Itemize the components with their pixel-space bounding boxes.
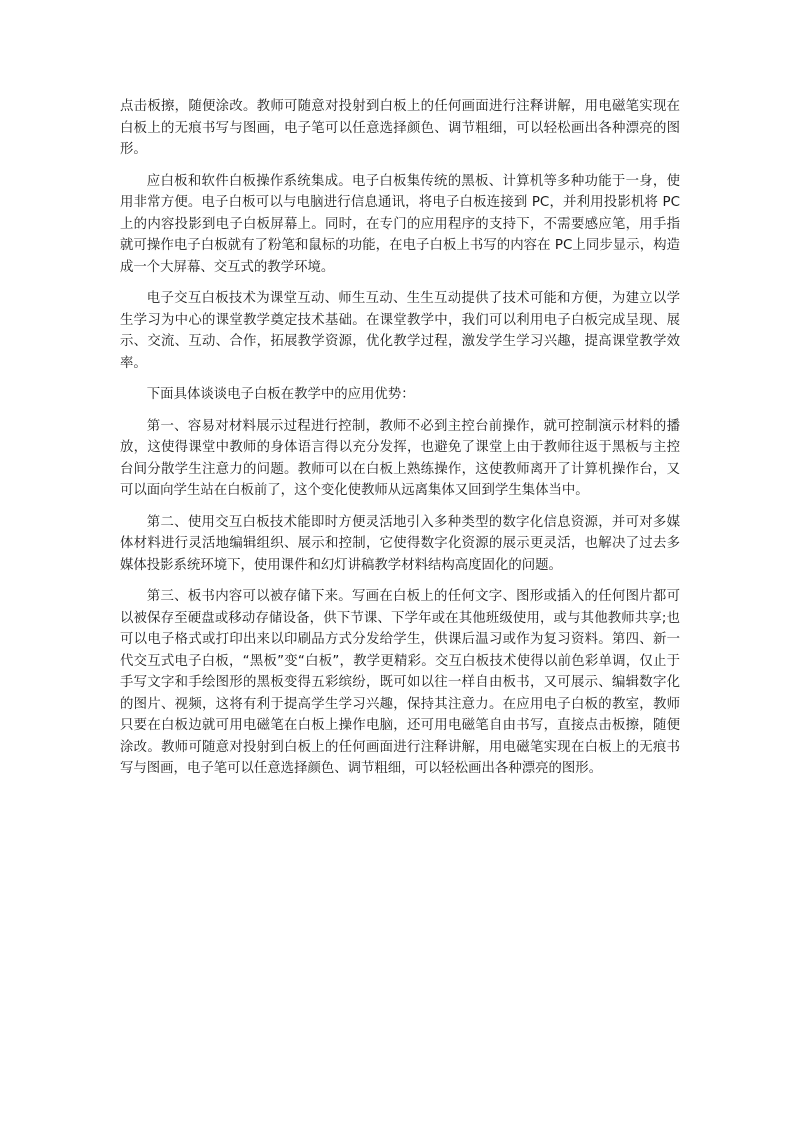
paragraph-4: 下面具体谈谈电子白板在教学中的应用优势：	[146, 387, 415, 402]
paragraph-3: 电子交互白板技术为课堂互动、师生互动、生生互动提供了技术可能和方便，为建立以学生学习为中心的课堂教学奠定技术基础。在课堂教学中，我们可以利用电子白板完成呈现、展示、交流、互动、合作，拓展教学资源，优化教学过程，激发学生学习兴趣，提高课堂教学效率。	[120, 291, 680, 371]
paragraph-5: 第一、容易对材料展示过程进行控制，教师不必到主控台前操作，就可控制演示材料的播放，这使得课堂中教师的身体语言得以充分发挥，也避免了课堂上由于教师往返于黑板与主控台间分散学生注意力的问题。教师可以在白板上熟练操作，这使教师离开了计算机操作台，又可以面向学生站在白板前了，这个变化使教师从远离集体又回到学生集体当中。	[120, 418, 680, 498]
paragraph-6: 第二、使用交互白板技术能即时方便灵活地引入多种类型的数字化信息资源，并可对多媒体材料进行灵活地编辑组织、展示和控制，它使得数字化资源的展示更灵活，也解决了过去多媒体投影系统环境下，使用课件和幻灯讲稿教学材料结构高度固化的问题。	[120, 514, 680, 573]
paragraph-7: 第三、板书内容可以被存储下来。写画在白板上的任何文字、图形或插入的任何图片都可以被保存至硬盘或移动存储设备，供下节课、下学年或在其他班级使用，或与其他教师共享;也可以电子格式或打印出来以印刷品方式分发给学生，供课后温习或作为复习资料。第四、新一代交互式电子白板，“黑板”变“白板”，教学更精彩。交互白板技术使得以前色彩单调，仅止于手写文字和手绘图形的黑板变得五彩缤纷，既可如以往一样自由板书，又可展示、编辑数字化的图片、视频，这将有利于提高学生学习兴趣，保持其注意力。在应用电子白板的教室，教师只要在白板边就可用电磁笔在白板上操作电脑，还可用电磁笔自由书写，直接点击板擦，随便涂改。教师可随意对投射到白板上的任何画面进行注释讲解，用电磁笔实现在白板上的无痕书写与图画，电子笔可以任意选择颜色、调节粗细，可以轻松画出各种漂亮的图形。	[120, 589, 680, 776]
paragraph-2: 应白板和软件白板操作系统集成。电子白板集传统的黑板、计算机等多种功能于一身，使用非常方便。电子白板可以与电脑进行信息通讯，将电子白板连接到 PC，并利用投影机将 PC上的内容投影到电子白板屏幕上。同时，在专门的应用程序的支持下，不需要感应笔，用手指就可操作电子白板就有了粉笔和鼠标的功能，在电子白板上书写的内容在 PC上同步显示，构造成一个大屏幕、交互式的教学环境。	[120, 173, 680, 275]
document-body	[120, 96, 680, 790]
paragraph-1: 点击板擦，随便涂改。教师可随意对投射到白板上的任何画面进行注释讲解，用电磁笔实现在白板上的无痕书写与图画，电子笔可以任意选择颜色、调节粗细，可以轻松画出各种漂亮的图形。	[120, 99, 680, 157]
